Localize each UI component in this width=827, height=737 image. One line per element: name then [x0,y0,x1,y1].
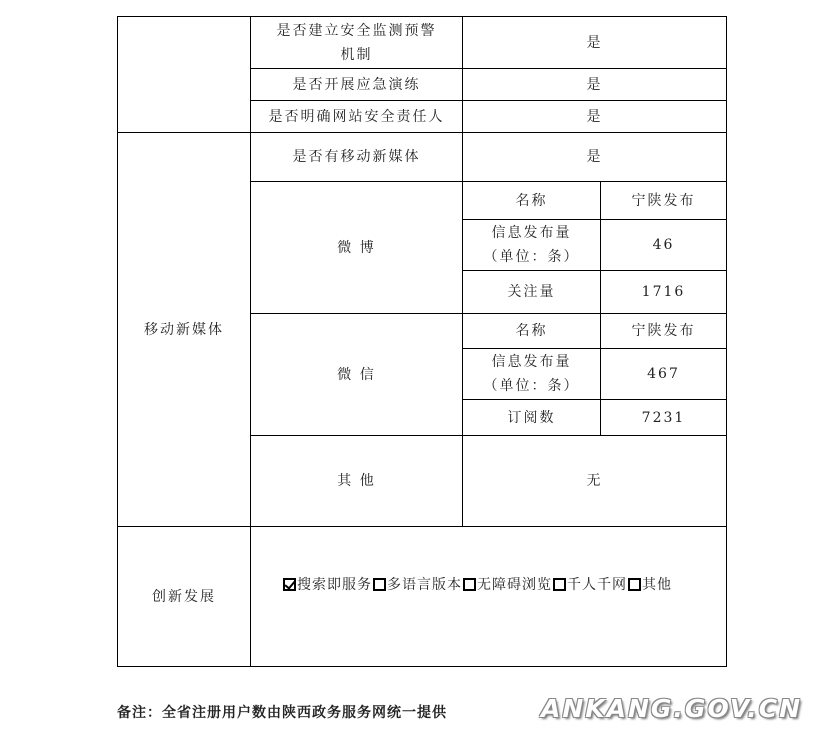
option-label: 其他 [642,577,672,593]
wechat-sub-value: 7231 [601,400,727,436]
option-label: 搜索即服务 [297,577,372,593]
option-other[interactable] [628,577,673,593]
report-table [117,16,727,667]
wechat-name-value: 宁陕发布 [601,314,727,349]
checkbox-icon[interactable] [553,578,566,591]
option-label: 多语言版本 [387,577,462,593]
wechat-posts-value: 467 [601,349,727,400]
weibo-posts-value: 46 [601,220,727,271]
option-personalized[interactable] [553,577,628,593]
weibo-name-value: 宁陕发布 [601,182,727,220]
monitor-label: 是否建立安全监测预警机制 [251,17,463,69]
option-label: 无障碍浏览 [477,577,552,593]
option-search-as-service[interactable] [283,577,373,593]
security-section-cell [118,17,251,133]
other-value: 无 [463,436,727,527]
option-multilingual[interactable] [373,577,463,593]
weibo-name-label: 名称 [463,182,601,220]
checkbox-icon[interactable] [628,578,641,591]
other-label: 其 他 [251,436,463,527]
checkbox-icon[interactable] [373,578,386,591]
weibo-follow-value: 1716 [601,271,727,314]
weibo-label: 微 博 [251,182,463,314]
drill-label: 是否开展应急演练 [251,69,463,101]
option-label: 千人千网 [567,577,627,593]
footer-note: 备注：全省注册用户数由陕西政务服务网统一提供 [117,705,447,721]
mobile-section-label: 移动新媒体 [118,133,251,527]
wechat-name-label: 名称 [463,314,601,349]
monitor-value: 是 [463,17,727,69]
wechat-label: 微 信 [251,314,463,436]
owner-label: 是否明确网站安全责任人 [251,101,463,133]
has-mobile-label: 是否有移动新媒体 [251,133,463,182]
watermark-logo: ANKANG.GOV.CN [541,694,803,723]
option-accessibility[interactable] [463,577,553,593]
checkbox-icon[interactable] [463,578,476,591]
checkbox-icon[interactable] [283,578,296,591]
wechat-posts-label: 信息发布量（单位：条） [463,349,601,400]
wechat-sub-label: 订阅数 [463,400,601,436]
has-mobile-value: 是 [463,133,727,182]
drill-value: 是 [463,69,727,101]
weibo-posts-label: 信息发布量（单位：条） [463,220,601,271]
innovation-options [251,527,727,667]
owner-value: 是 [463,101,727,133]
innovation-section-label: 创新发展 [118,527,251,667]
weibo-follow-label: 关注量 [463,271,601,314]
